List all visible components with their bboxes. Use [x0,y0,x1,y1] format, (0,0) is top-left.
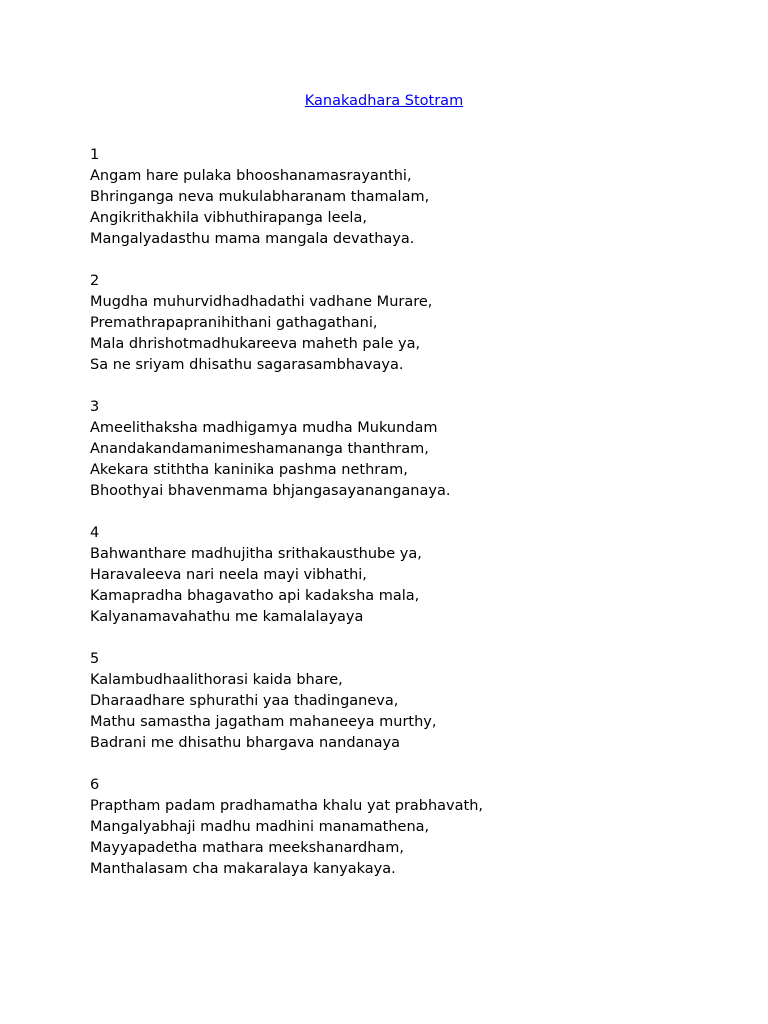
verse-number: 4 [90,525,100,541]
verse [90,523,730,628]
verse-line: Dharaadhare sphurathi yaa thadinganeva, [90,693,399,709]
verse-line: Anandakandamanimeshamananga thanthram, [90,441,429,457]
title-link[interactable]: Kanakadhara Stotram [304,93,464,109]
verse-line: Haravaleeva nari neela mayi vibhathi, [90,567,367,583]
verse [90,397,730,502]
verse-line: Premathrapapranihithani gathagathani, [90,315,378,331]
verse-number: 3 [90,399,100,415]
verse-line: Mangalyabhaji madhu madhini manamathena, [90,819,430,835]
verse-number: 2 [90,273,100,289]
verse-line: Mayyapadetha mathara meekshanardham, [90,840,405,856]
verse [90,775,730,880]
verse-line: Sa ne sriyam dhisathu sagarasambhavaya. [90,357,404,373]
verse [90,145,730,250]
verse [90,271,730,376]
verse-line: Mugdha muhurvidhadhadathi vadhane Murare, [90,294,433,310]
verse-line: Mala dhrishotmadhukareeva maheth pale ya, [90,336,421,352]
verse-line: Bhringanga neva mukulabharanam thamalam, [90,189,430,205]
title-container [0,90,768,109]
verse [90,649,730,754]
verse-line: Kalambudhaalithorasi kaida bhare, [90,672,343,688]
verse-line: Badrani me dhisathu bhargava nandanaya [90,735,400,751]
verse-line: Kalyanamavahathu me kamalalayaya [90,609,364,625]
verse-number: 1 [90,147,100,163]
verse-line: Manthalasam cha makaralaya kanyakaya. [90,861,396,877]
verse-line: Kamapradha bhagavatho api kadaksha mala, [90,588,420,604]
verse-line: Mathu samastha jagatham mahaneeya murthy, [90,714,437,730]
verse-line: Bhoothyai bhavenmama bhjangasayananganaya. [90,483,451,499]
verse-list [90,145,730,901]
verse-line: Angam hare pulaka bhooshanamasrayanthi, [90,168,412,184]
verse-line: Ameelithaksha madhigamya mudha Mukundam [90,420,438,436]
verse-line: Angikrithakhila vibhuthirapanga leela, [90,210,367,226]
verse-number: 5 [90,651,100,667]
verse-line: Praptham padam pradhamatha khalu yat prabhavath, [90,798,484,814]
verse-line: Mangalyadasthu mama mangala devathaya. [90,231,415,247]
verse-number: 6 [90,777,100,793]
verse-line: Akekara stiththa kaninika pashma nethram, [90,462,408,478]
verse-line: Bahwanthare madhujitha srithakausthube ya, [90,546,422,562]
